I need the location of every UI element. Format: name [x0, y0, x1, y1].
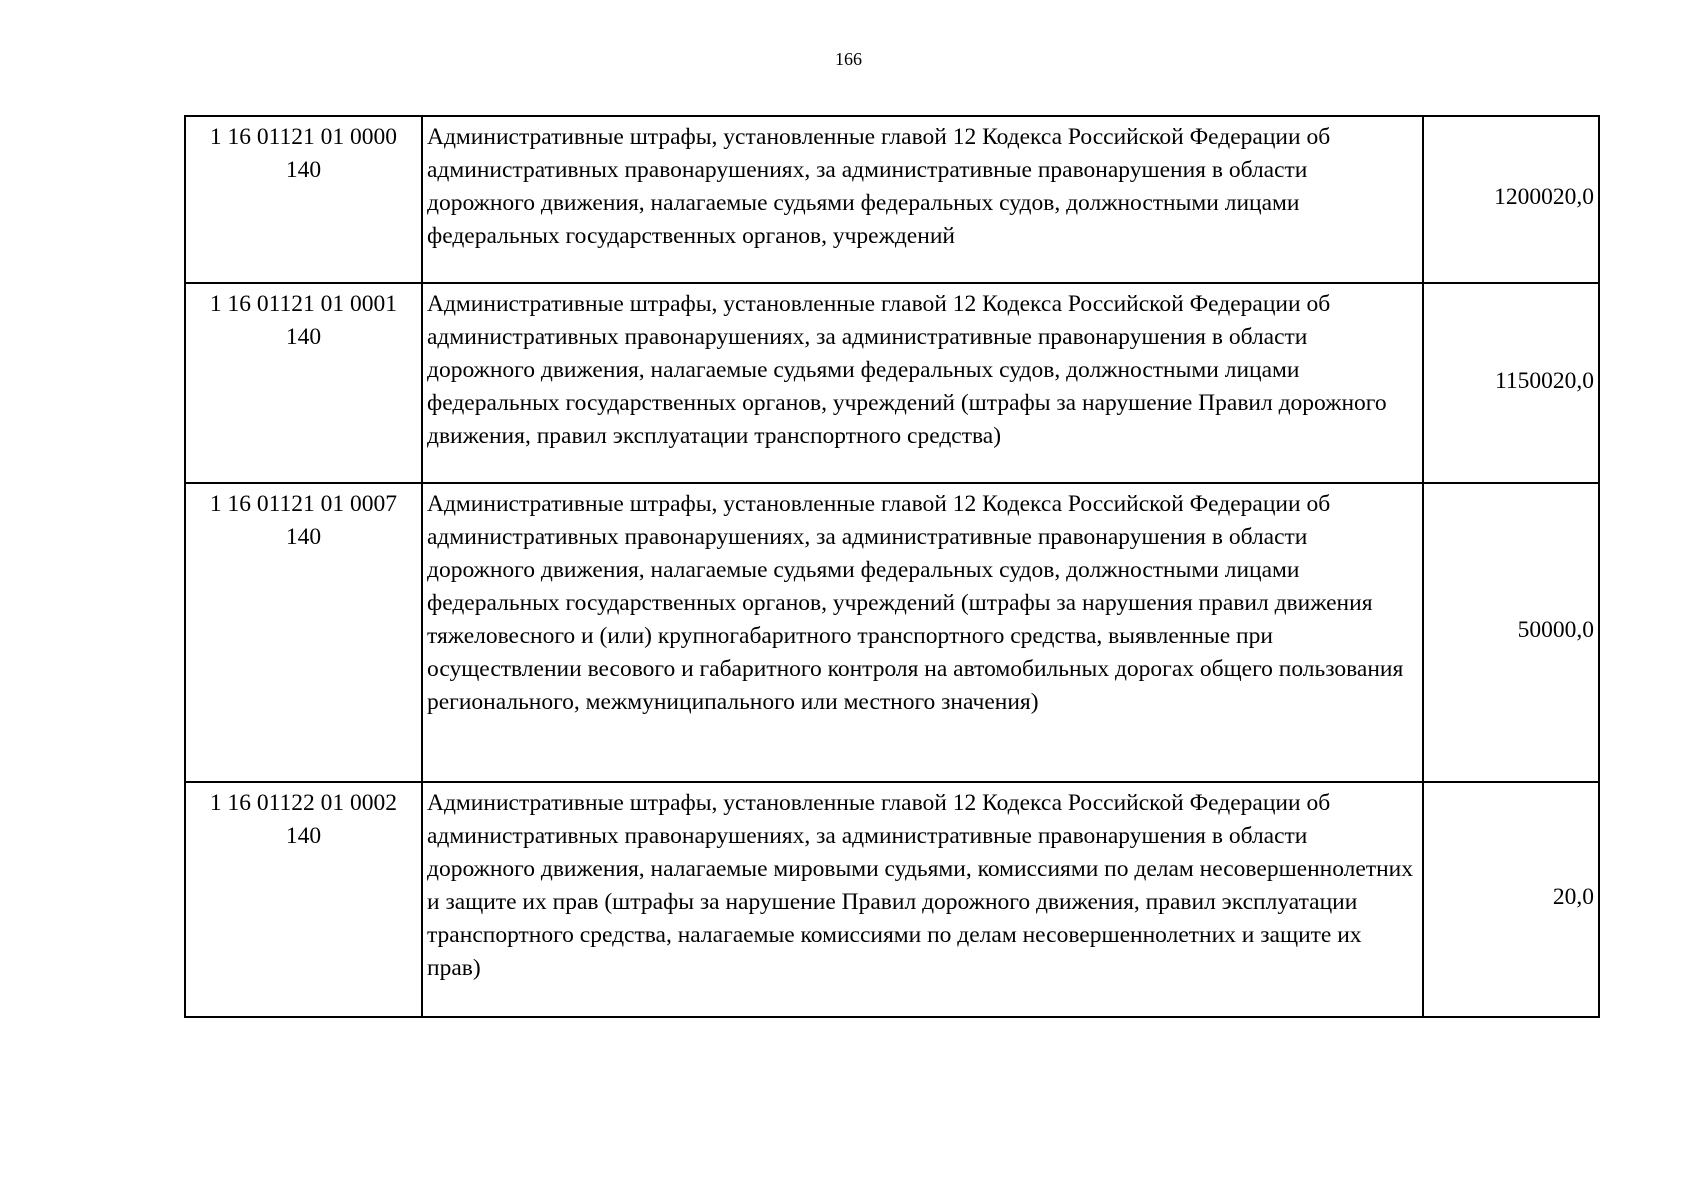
budget-code-line2: 140	[285, 324, 322, 350]
amount-cell: 50000,0	[1423, 483, 1599, 782]
table-row	[185, 283, 1599, 483]
budget-code-cell	[185, 483, 422, 782]
amount-cell: 20,0	[1423, 782, 1599, 1017]
budget-code-cell	[185, 116, 422, 283]
table-row	[185, 483, 1599, 782]
budget-code-cell	[185, 283, 422, 483]
description-cell: Административные штрафы, установленные главой 12 Кодекса Российской Федерации об административных правонарушениях, за административные правонарушения в области дорожного движения, налагаемые судьями федеральных судов, должностными лицами федеральных государственных органов, учреждений	[422, 116, 1423, 283]
budget-code-cell	[185, 782, 422, 1017]
budget-code-line1: 1 16 01121 01 0007	[209, 491, 398, 517]
amount-cell: 1150020,0	[1423, 283, 1599, 483]
table-row	[185, 782, 1599, 1017]
budget-code-line1: 1 16 01121 01 0000	[209, 124, 398, 150]
description-cell: Административные штрафы, установленные главой 12 Кодекса Российской Федерации об административных правонарушениях, за административные правонарушения в области дорожного движения, налагаемые мировыми судьями, комиссиями по делам несовершеннолетних и защите их прав (штрафы за нарушение Правил дорожного движения, правил эксплуатации транспортного средства, налагаемые комиссиями по делам несовершеннолетних и защите их прав)	[422, 782, 1423, 1017]
amount-cell: 1200020,0	[1423, 116, 1599, 283]
description-cell: Административные штрафы, установленные главой 12 Кодекса Российской Федерации об административных правонарушениях, за административные правонарушения в области дорожного движения, налагаемые судьями федеральных судов, должностными лицами федеральных государственных органов, учреждений (штрафы за нарушения правил движения тяжеловесного и (или) крупногабаритного транспортного средства, выявленные при осуществлении весового и габаритного контроля на автомобильных дорогах общего пользования регионального, межмуниципального или местного значения)	[422, 483, 1423, 782]
table-row	[185, 116, 1599, 283]
budget-revenue-table	[184, 115, 1600, 1018]
budget-code-line2: 140	[285, 157, 322, 183]
description-cell: Административные штрафы, установленные главой 12 Кодекса Российской Федерации об административных правонарушениях, за административные правонарушения в области дорожного движения, налагаемые судьями федеральных судов, должностными лицами федеральных государственных органов, учреждений (штрафы за нарушение Правил дорожного движения, правил эксплуатации транспортного средства)	[422, 283, 1423, 483]
budget-code-line2: 140	[285, 823, 322, 849]
budget-code-line1: 1 16 01122 01 0002	[209, 790, 398, 816]
budget-code-line2: 140	[285, 524, 322, 550]
page-number: 166	[835, 49, 862, 69]
budget-code-line1: 1 16 01121 01 0001	[209, 291, 398, 317]
